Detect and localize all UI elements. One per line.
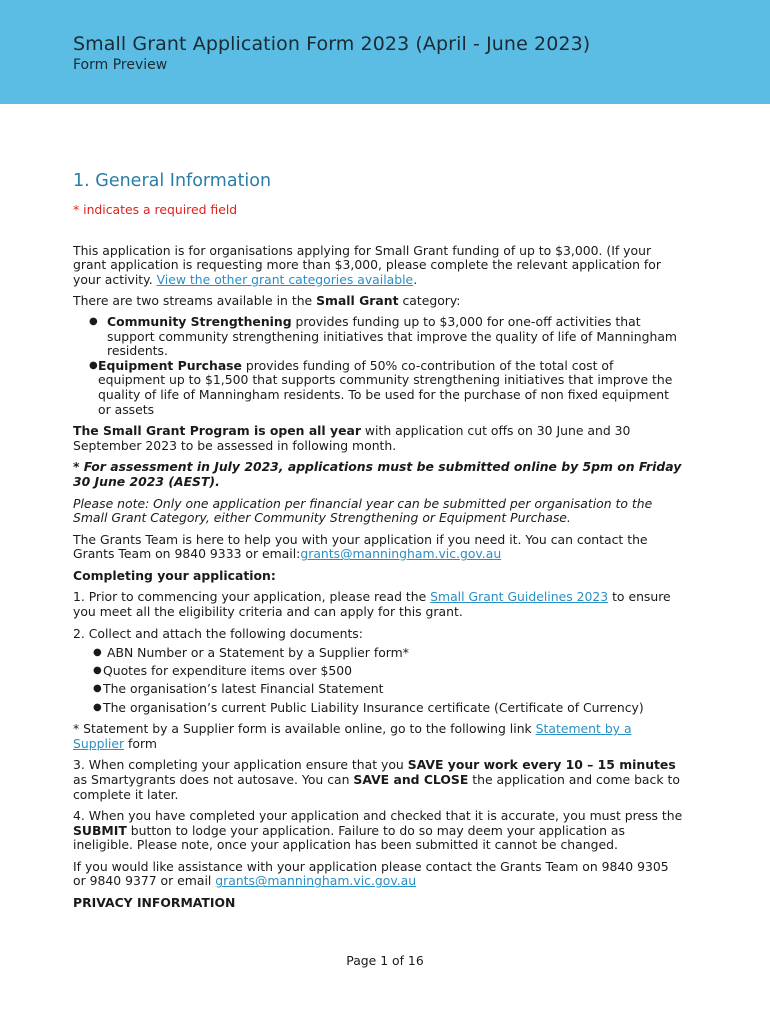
list-item (93, 699, 683, 716)
supplier-note (73, 722, 683, 751)
form-title: Small Grant Application Form 2023 (April - June 2023) (73, 33, 591, 55)
list-item (89, 313, 683, 359)
open-year-text: with application cut offs on 30 June and 30 September 2023 to be assessed in following month. (73, 423, 631, 453)
step-3 (73, 758, 683, 802)
bullet-icon: ● (89, 359, 98, 371)
intro-end: . (413, 271, 418, 287)
step-1-text: 1. Prior to commencing your application, please read the (73, 589, 431, 605)
other-grant-categories-link[interactable]: View the other grant categories available (156, 271, 414, 287)
completing-heading-text: Completing your application: (73, 567, 276, 583)
document-label: Quotes for expenditure items over $500 (103, 663, 353, 679)
list-item (89, 357, 683, 417)
assessment-note (73, 460, 683, 489)
bullet-icon: ● (93, 701, 102, 713)
step-4-end: button to lodge your application. Failure to do so may deem your application as ineligible. Please note, once your application has been submitted it cannot be changed. (73, 822, 625, 853)
intro-paragraph (73, 244, 683, 288)
streams-list (73, 315, 683, 417)
section-heading: 1. General Information (73, 171, 272, 191)
bullet-icon: ● (89, 315, 98, 327)
assessment-note-text: * For assessment in July 2023, applications must be submitted online by 5pm on Friday 30 June 2023 (AEST). (73, 459, 682, 489)
streams-lead (73, 294, 683, 309)
document-label: ABN Number or a Statement by a Supplier form* (107, 645, 409, 661)
stream-description: provides funding of 50% co-contribution of the total cost of equipment up to $1,500 that supports community strengthening initiatives that improve the quality of life of Manningham residents. To be used for the purchase of non fixed equipment or assets (98, 357, 673, 417)
bullet-icon: ● (93, 665, 102, 677)
stream-description: provides funding up to $3,000 for one-off activities that support community strengthening initiatives that improve the quality of life of Manningham residents. (107, 313, 677, 359)
document-label: The organisation’s latest Financial Statement (103, 681, 384, 697)
bullet-icon: ● (93, 683, 102, 695)
grants-team-text: The Grants Team is here to help you with your application if you need it. You can contact the Grants Team on 9840 9333 or email: (73, 531, 648, 562)
supplier-note-end: form (124, 735, 157, 751)
grants-email-link[interactable]: grants@manningham.vic.gov.au (300, 546, 502, 562)
page-number: Page 1 of 16 (346, 953, 424, 968)
list-item (93, 645, 683, 661)
assistance-paragraph (73, 860, 683, 889)
step-3-bold-save-close: SAVE and CLOSE (353, 771, 469, 787)
open-year-paragraph (73, 424, 683, 453)
form-content (73, 170, 683, 911)
step-1 (73, 590, 683, 619)
stream-name: Equipment Purchase (98, 357, 242, 373)
assistance-text: If you would like assistance with your application please contact the Grants Team on 9840 9305 or 9840 9377 or email (73, 858, 669, 889)
step-4-bold-submit: SUBMIT (73, 822, 127, 838)
step-3-bold-save: SAVE your work every 10 – 15 minutes (407, 757, 676, 773)
streams-lead-bold: Small Grant (316, 293, 399, 309)
step-2: 2. Collect and attach the following documents: (73, 625, 363, 641)
privacy-heading-text: PRIVACY INFORMATION (73, 895, 236, 911)
completing-heading (73, 569, 683, 584)
required-field-note: * indicates a required field (73, 202, 238, 217)
statement-by-supplier-link[interactable]: Statement by a Supplier (73, 721, 632, 751)
list-item (93, 681, 683, 697)
streams-lead-text: There are two streams available in the (73, 293, 317, 309)
bullet-icon: ● (93, 647, 102, 659)
grants-team-paragraph (73, 533, 683, 562)
stream-name: Community Strengthening (107, 313, 292, 329)
step-3-mid: as Smartygrants does not autosave. You can (73, 771, 354, 787)
step-4-text: 4. When you have completed your application and checked that it is accurate, you must press the (73, 808, 683, 824)
step-3-text: 3. When completing your application ensure that you (73, 757, 408, 773)
streams-lead-end: category: (398, 293, 461, 309)
guidelines-link[interactable]: Small Grant Guidelines 2023 (430, 589, 609, 605)
step-3-end: the application and come back to complete it later. (73, 771, 680, 802)
please-note-text: Please note: Only one application per financial year can be submitted per organisation to the Small Grant Category, either Community Strengthening or Equipment Purchase. (73, 495, 653, 526)
open-year-bold: The Small Grant Program is open all year (73, 423, 361, 439)
document-label: The organisation’s current Public Liability Insurance certificate (Certificate of Currency) (103, 699, 644, 715)
list-item (93, 663, 683, 679)
assistance-email-link[interactable]: grants@manningham.vic.gov.au (215, 873, 417, 889)
form-subtitle: Form Preview (73, 57, 168, 73)
intro-text: This application is for organisations applying for Small Grant funding of up to $3,000. (If your grant application is requesting more than $3,000, please complete the relevant application for your activity. (73, 242, 661, 287)
step-4 (73, 809, 683, 853)
privacy-heading (73, 896, 683, 911)
please-note (73, 497, 683, 526)
step-1-end: to ensure you meet all the eligibility criteria and can apply for this grant. (73, 589, 671, 620)
documents-list (73, 646, 683, 715)
supplier-note-text: * Statement by a Supplier form is available online, go to the following link (73, 721, 536, 737)
header-banner (0, 0, 770, 104)
